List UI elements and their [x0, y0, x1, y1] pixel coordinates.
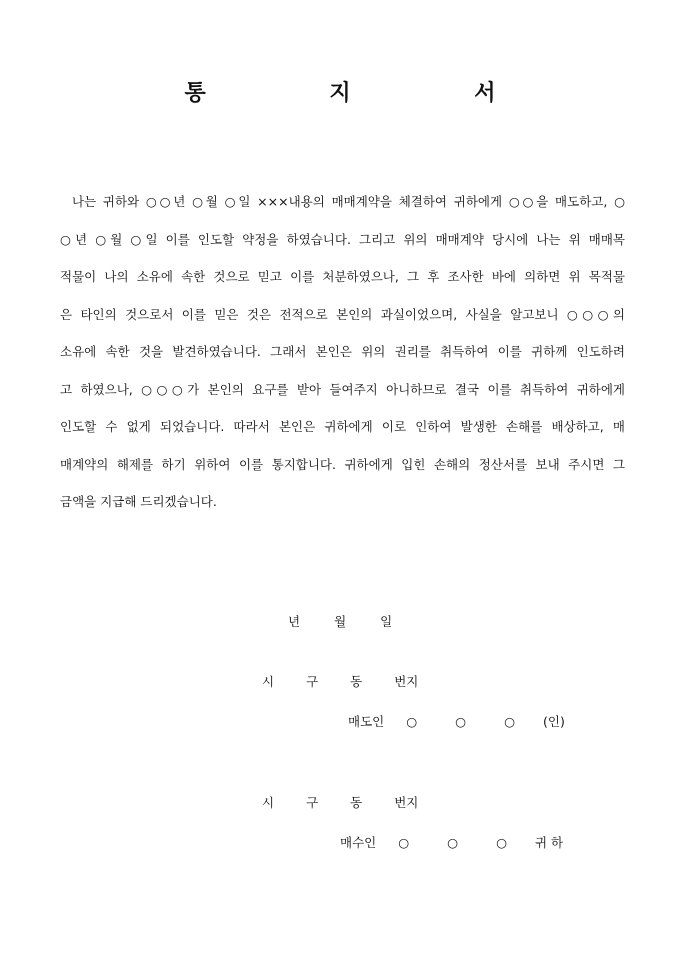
seller-seal-mark: (인): [543, 714, 565, 729]
address-dong: 동: [350, 674, 363, 689]
date-line: [288, 612, 426, 630]
buyer-honorific: 귀 하: [535, 835, 564, 850]
address-gu: 구: [306, 795, 319, 810]
date-year: 년: [288, 614, 301, 629]
body-line: 금액을 지급해 드리겠습니다.: [60, 494, 217, 509]
body-line: 인도할 수 없게 되었습니다. 따라서 본인은 귀하에게 이로 인하여 발생한 손해를 배상하고, 매: [60, 419, 625, 434]
body-line: 고 하였으나, ○○○가 본인의 요구를 받아 들여주지 아니하므로 결국 이를 취득하여 귀하에게: [60, 381, 625, 397]
buyer-address: [262, 793, 450, 811]
body-line: 나는 귀하와 ○○년 ○월 ○일 ×××내용의 매매계약을 체결하여 귀하에게 ○○을 매도하고, ○: [72, 194, 625, 209]
seller-label: 매도인: [348, 714, 385, 729]
seller-name-char: ○: [504, 714, 515, 729]
seller-address: [262, 672, 450, 690]
buyer-recipient: [340, 833, 563, 851]
buyer-name-char: ○: [398, 835, 410, 850]
address-dong: 동: [350, 795, 363, 810]
body-line: 적물이 나의 소유에 속한 것으로 믿고 이를 처분하였으나, 그 후 조사한 바에 의하면 위 목적물: [60, 269, 625, 284]
date-day: 일: [380, 614, 393, 629]
body-line: 은 타인의 것으로서 이를 믿은 것은 전적으로 본인의 과실이었으며, 사실을 알고보니 ○○○의: [60, 306, 625, 322]
date-month: 월: [334, 614, 347, 629]
notice-body: [60, 192, 625, 530]
body-line: ○년 ○월 ○일 이를 인도할 약정을 하였습니다. 그리고 위의 매매계약 당시에 나는 위 매매목: [60, 231, 625, 247]
address-gu: 구: [306, 674, 319, 689]
address-si: 시: [262, 674, 275, 689]
buyer-name-char: ○: [496, 835, 507, 850]
seller-signature: [348, 712, 565, 730]
address-beonji: 번지: [394, 795, 419, 810]
address-si: 시: [262, 795, 275, 810]
body-line: 소유에 속한 것을 발견하였습니다. 그래서 본인은 위의 권리를 취득하여 이를 귀하께 인도하려: [60, 344, 625, 359]
buyer-label: 매수인: [340, 835, 377, 850]
address-beonji: 번지: [394, 674, 419, 689]
buyer-name-char: ○: [447, 835, 459, 850]
body-line: 매계약의 해제를 하기 위하여 이를 통지합니다. 귀하에게 입힌 손해의 정산서를 보내 주시면 그: [60, 456, 625, 472]
document-title: 통 지 서: [184, 80, 554, 106]
seller-name-char: ○: [406, 714, 418, 729]
seller-name-char: ○: [455, 714, 467, 729]
